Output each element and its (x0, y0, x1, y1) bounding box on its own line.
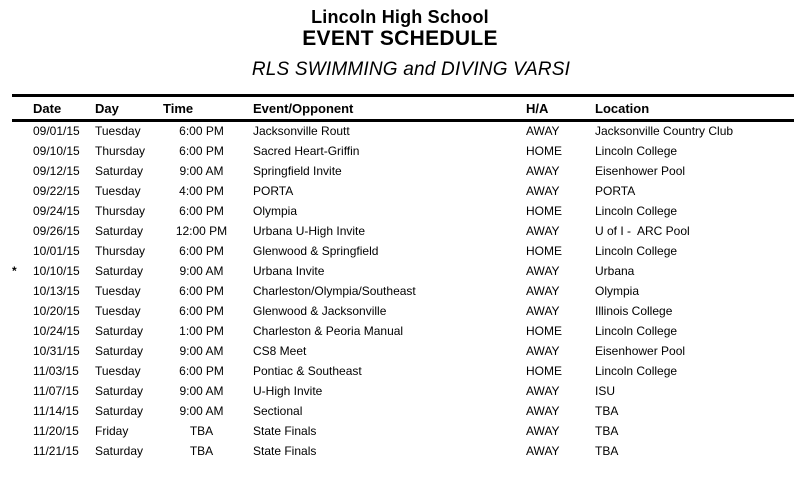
cell-location: Olympia (595, 283, 640, 298)
cell-date: 09/10/15 (33, 143, 80, 158)
cell-home-away: AWAY (526, 163, 560, 178)
col-header-home-away: H/A (510, 96, 595, 121)
cell-event: Charleston/Olympia/Southeast (253, 283, 416, 298)
cell-location: Lincoln College (595, 143, 678, 158)
cell-date: 11/03/15 (33, 363, 79, 378)
header-row (12, 96, 794, 121)
cell-location: Lincoln College (595, 243, 678, 258)
cell-event: Charleston & Peoria Manual (253, 323, 404, 338)
table-row (12, 141, 794, 161)
table-row (12, 301, 794, 321)
cell-event: Urbana Invite (253, 263, 325, 278)
cell-location: TBA (595, 443, 619, 458)
cell-date: 09/22/15 (33, 183, 80, 198)
table-row (12, 421, 794, 441)
cell-time: 12:00 PM (175, 223, 228, 238)
cell-flag (12, 221, 33, 241)
table-row (12, 321, 794, 341)
cell-flag (12, 381, 33, 401)
cell-location: TBA (595, 403, 619, 418)
cell-home-away: AWAY (526, 223, 560, 238)
table-row (12, 221, 794, 241)
cell-home-away: AWAY (526, 403, 560, 418)
cell-home-away: AWAY (526, 303, 560, 318)
cell-day: Saturday (95, 403, 144, 418)
cell-day: Tuesday (95, 303, 141, 318)
cell-flag (12, 361, 33, 381)
cell-location: Illinois College (595, 303, 673, 318)
cell-date: 10/31/15 (33, 343, 80, 358)
cell-home-away: HOME (526, 143, 562, 158)
cell-time: 9:00 AM (179, 403, 224, 418)
cell-day: Saturday (95, 443, 144, 458)
cell-home-away: AWAY (526, 283, 560, 298)
cell-home-away: AWAY (526, 124, 560, 139)
col-header-flag (12, 96, 33, 121)
cell-flag: * (12, 263, 17, 278)
table-row (12, 401, 794, 421)
table-row (12, 161, 794, 181)
col-header-event-opponent: Event/Opponent (240, 96, 510, 121)
cell-date: 09/12/15 (33, 163, 80, 178)
page-title: EVENT SCHEDULE (302, 27, 498, 50)
cell-home-away: AWAY (526, 423, 560, 438)
cell-location: Lincoln College (595, 203, 678, 218)
cell-date: 09/24/15 (33, 203, 80, 218)
cell-day: Thursday (95, 243, 146, 258)
cell-date: 11/20/15 (33, 423, 79, 438)
cell-day: Friday (95, 423, 129, 438)
cell-time: 6:00 PM (179, 243, 224, 258)
cell-event: Springfield Invite (253, 163, 342, 178)
cell-event: Glenwood & Jacksonville (253, 303, 387, 318)
cell-time: TBA (189, 443, 214, 458)
cell-flag (12, 301, 33, 321)
cell-location: PORTA (595, 183, 636, 198)
cell-event: PORTA (253, 183, 294, 198)
cell-home-away: AWAY (526, 343, 560, 358)
cell-day: Tuesday (95, 183, 141, 198)
cell-date: 09/26/15 (33, 223, 80, 238)
cell-date: 11/14/15 (33, 403, 79, 418)
cell-home-away: HOME (526, 203, 562, 218)
cell-time: 6:00 PM (179, 124, 224, 139)
cell-home-away: HOME (526, 363, 562, 378)
cell-event: Sacred Heart-Griffin (253, 143, 360, 158)
cell-event: State Finals (253, 423, 317, 438)
cell-time: 9:00 AM (179, 163, 224, 178)
col-header-date: Date (33, 96, 95, 121)
schedule-table (12, 94, 794, 461)
cell-date: 11/21/15 (33, 443, 79, 458)
cell-day: Saturday (95, 323, 144, 338)
cell-event: Sectional (253, 403, 303, 418)
cell-day: Tuesday (95, 283, 141, 298)
cell-date: 11/07/15 (33, 383, 79, 398)
cell-location: Lincoln College (595, 323, 678, 338)
table-row (12, 201, 794, 221)
cell-time: 6:00 PM (179, 143, 224, 158)
cell-location: U of I - ARC Pool (595, 223, 690, 238)
cell-time: 9:00 AM (179, 343, 224, 358)
cell-day: Thursday (95, 203, 146, 218)
table-row (12, 381, 794, 401)
cell-date: 10/24/15 (33, 323, 80, 338)
cell-date: 10/20/15 (33, 303, 80, 318)
cell-day: Tuesday (95, 124, 141, 139)
cell-location: Eisenhower Pool (595, 343, 686, 358)
cell-time: 6:00 PM (179, 363, 224, 378)
cell-day: Tuesday (95, 363, 141, 378)
cell-flag (12, 241, 33, 261)
cell-time: 6:00 PM (179, 303, 224, 318)
cell-flag (12, 181, 33, 201)
cell-day: Saturday (95, 343, 144, 358)
cell-flag (12, 441, 33, 461)
school-name: Lincoln High School (311, 7, 489, 27)
cell-date: 10/10/15 (33, 263, 80, 278)
table-row (12, 341, 794, 361)
table-row (12, 281, 794, 301)
cell-day: Thursday (95, 143, 146, 158)
cell-date: 09/01/15 (33, 124, 80, 139)
table-row (12, 361, 794, 381)
cell-location: ISU (595, 383, 616, 398)
cell-time: 1:00 PM (179, 323, 224, 338)
cell-day: Saturday (95, 263, 144, 278)
cell-day: Saturday (95, 383, 144, 398)
cell-location: Eisenhower Pool (595, 163, 686, 178)
cell-time: TBA (189, 423, 214, 438)
col-header-location: Location (595, 96, 794, 121)
table-row (12, 441, 794, 461)
cell-flag (12, 281, 33, 301)
cell-home-away: HOME (526, 323, 562, 338)
cell-time: 6:00 PM (179, 283, 224, 298)
cell-flag (12, 321, 33, 341)
cell-event: Urbana U-High Invite (253, 223, 366, 238)
cell-flag (12, 401, 33, 421)
schedule-table-body (12, 121, 794, 461)
table-row (12, 241, 794, 261)
cell-home-away: AWAY (526, 443, 560, 458)
cell-location: TBA (595, 423, 619, 438)
cell-date: 10/13/15 (33, 283, 80, 298)
col-header-day: Day (95, 96, 163, 121)
cell-event: Glenwood & Springfield (253, 243, 379, 258)
cell-flag (12, 421, 33, 441)
cell-location: Lincoln College (595, 363, 678, 378)
cell-time: 6:00 PM (179, 203, 224, 218)
cell-time: 9:00 AM (179, 263, 224, 278)
cell-event: Pontiac & Southeast (253, 363, 362, 378)
cell-event: CS8 Meet (253, 343, 307, 358)
cell-flag (12, 121, 33, 141)
cell-event: U-High Invite (253, 383, 323, 398)
cell-flag (12, 161, 33, 181)
col-header-time: Time (163, 96, 240, 121)
cell-day: Saturday (95, 163, 144, 178)
table-row (12, 261, 794, 281)
cell-day: Saturday (95, 223, 144, 238)
cell-flag (12, 341, 33, 361)
cell-home-away: AWAY (526, 183, 560, 198)
cell-event: Olympia (253, 203, 298, 218)
cell-home-away: AWAY (526, 263, 560, 278)
cell-location: Urbana (595, 263, 635, 278)
cell-flag (12, 141, 33, 161)
cell-flag (12, 201, 33, 221)
cell-time: 4:00 PM (179, 183, 224, 198)
schedule-table-header (12, 96, 794, 121)
cell-home-away: HOME (526, 243, 562, 258)
table-row (12, 181, 794, 201)
table-row (12, 121, 794, 141)
team-subtitle: RLS SWIMMING and DIVING VARSI (251, 59, 571, 80)
cell-event: Jacksonville Routt (253, 124, 350, 139)
cell-event: State Finals (253, 443, 317, 458)
cell-time: 9:00 AM (179, 383, 224, 398)
cell-home-away: AWAY (526, 383, 560, 398)
cell-date: 10/01/15 (33, 243, 80, 258)
cell-location: Jacksonville Country Club (595, 124, 734, 139)
